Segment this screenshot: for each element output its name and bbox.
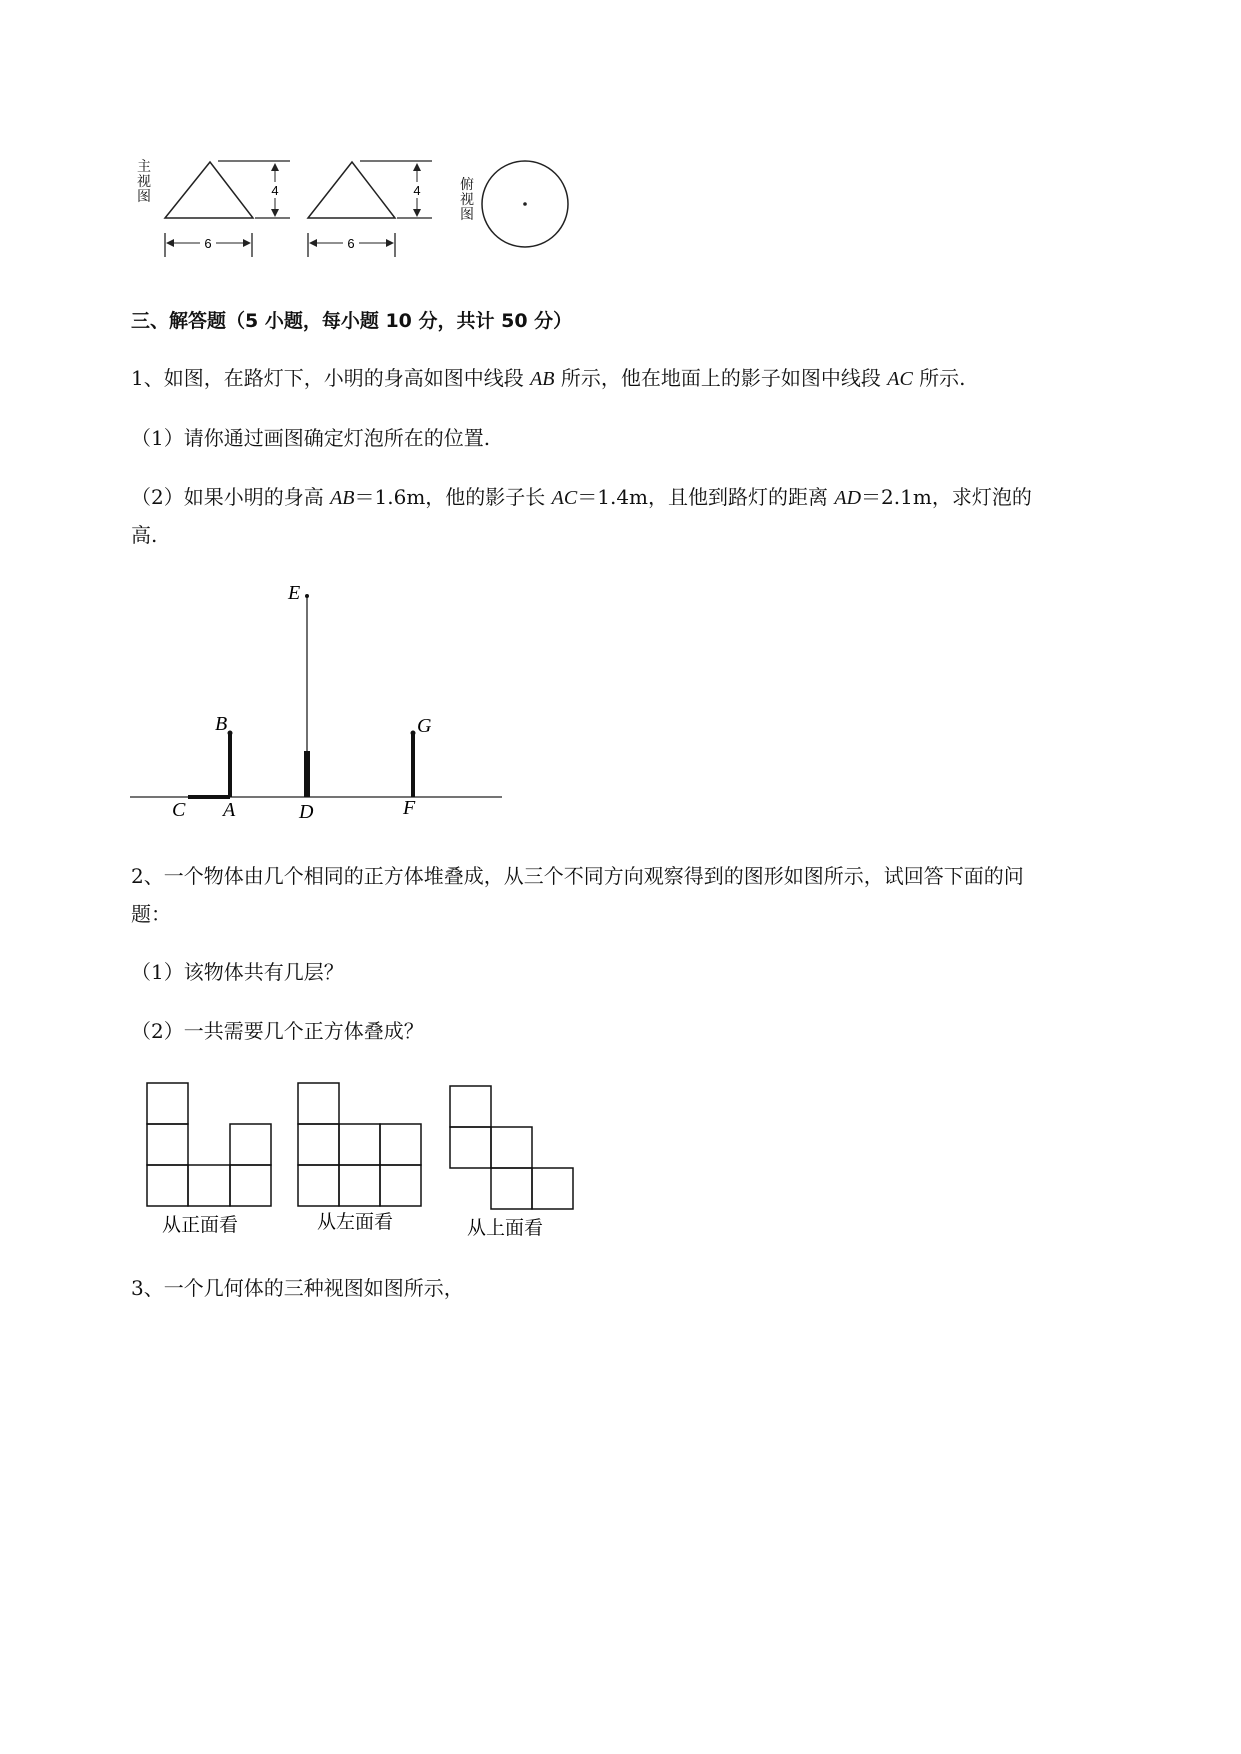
height-dimension-label: 4 (271, 183, 279, 198)
cube-views-figure (140, 1075, 590, 1245)
label-B: B (215, 713, 228, 735)
height-dimension-label-2: 4 (413, 183, 421, 198)
front-view-triangle (165, 162, 253, 218)
three-views-figure (130, 145, 600, 275)
q3-text: 3、一个几何体的三种视图如图所示， (131, 1276, 464, 1300)
caption-top-view: 从上面看 (467, 1217, 544, 1239)
caption-front-view: 从正面看 (162, 1214, 239, 1236)
width-dimension-label-2: 6 (347, 236, 355, 251)
lamp-figure (120, 575, 520, 835)
left-view-grid (298, 1083, 421, 1206)
q2-sub1: （1）该物体共有几层？ (131, 960, 344, 984)
label-C: C (172, 799, 186, 821)
q1-sub1: （1）请你通过画图确定灯泡所在的位置. (131, 426, 491, 450)
top-view-grid (450, 1086, 573, 1209)
side-view-triangle (308, 162, 395, 218)
top-view-vertical-label: 俯视图 (460, 177, 474, 223)
q2-sub2: （2）一共需要几个正方体叠成？ (131, 1019, 424, 1043)
width-dimension-label: 6 (204, 236, 212, 251)
label-G: G (417, 715, 432, 737)
q1-text: 1、如图，在路灯下，小明的身高如图中线段 AB 所示，他在地面上的影子如图中线段 AC 所示. (131, 366, 966, 390)
q2-text-continued: 题： (131, 902, 171, 926)
label-F: F (403, 797, 416, 819)
front-view-grid (147, 1083, 271, 1206)
q2-text: 2、一个物体由几个相同的正方体堆叠成，从三个不同方向观察得到的图形如图所示，试回答下面的问 (131, 864, 1024, 888)
q1-sub2-continued: 高. (131, 523, 158, 547)
label-A: A (223, 799, 236, 821)
q1-sub2: （2）如果小明的身高 AB＝1.6m，他的影子长 AC＝1.4m，且他到路灯的距离 AD＝2.1m，求灯泡的 (131, 485, 1032, 509)
front-view-vertical-label: 主视图 (137, 159, 151, 205)
label-E: E (288, 582, 301, 604)
label-D: D (299, 801, 314, 823)
section-title: 三、解答题（5 小题，每小题 10 分，共计 50 分） (131, 310, 573, 332)
caption-left-view: 从左面看 (317, 1211, 394, 1233)
